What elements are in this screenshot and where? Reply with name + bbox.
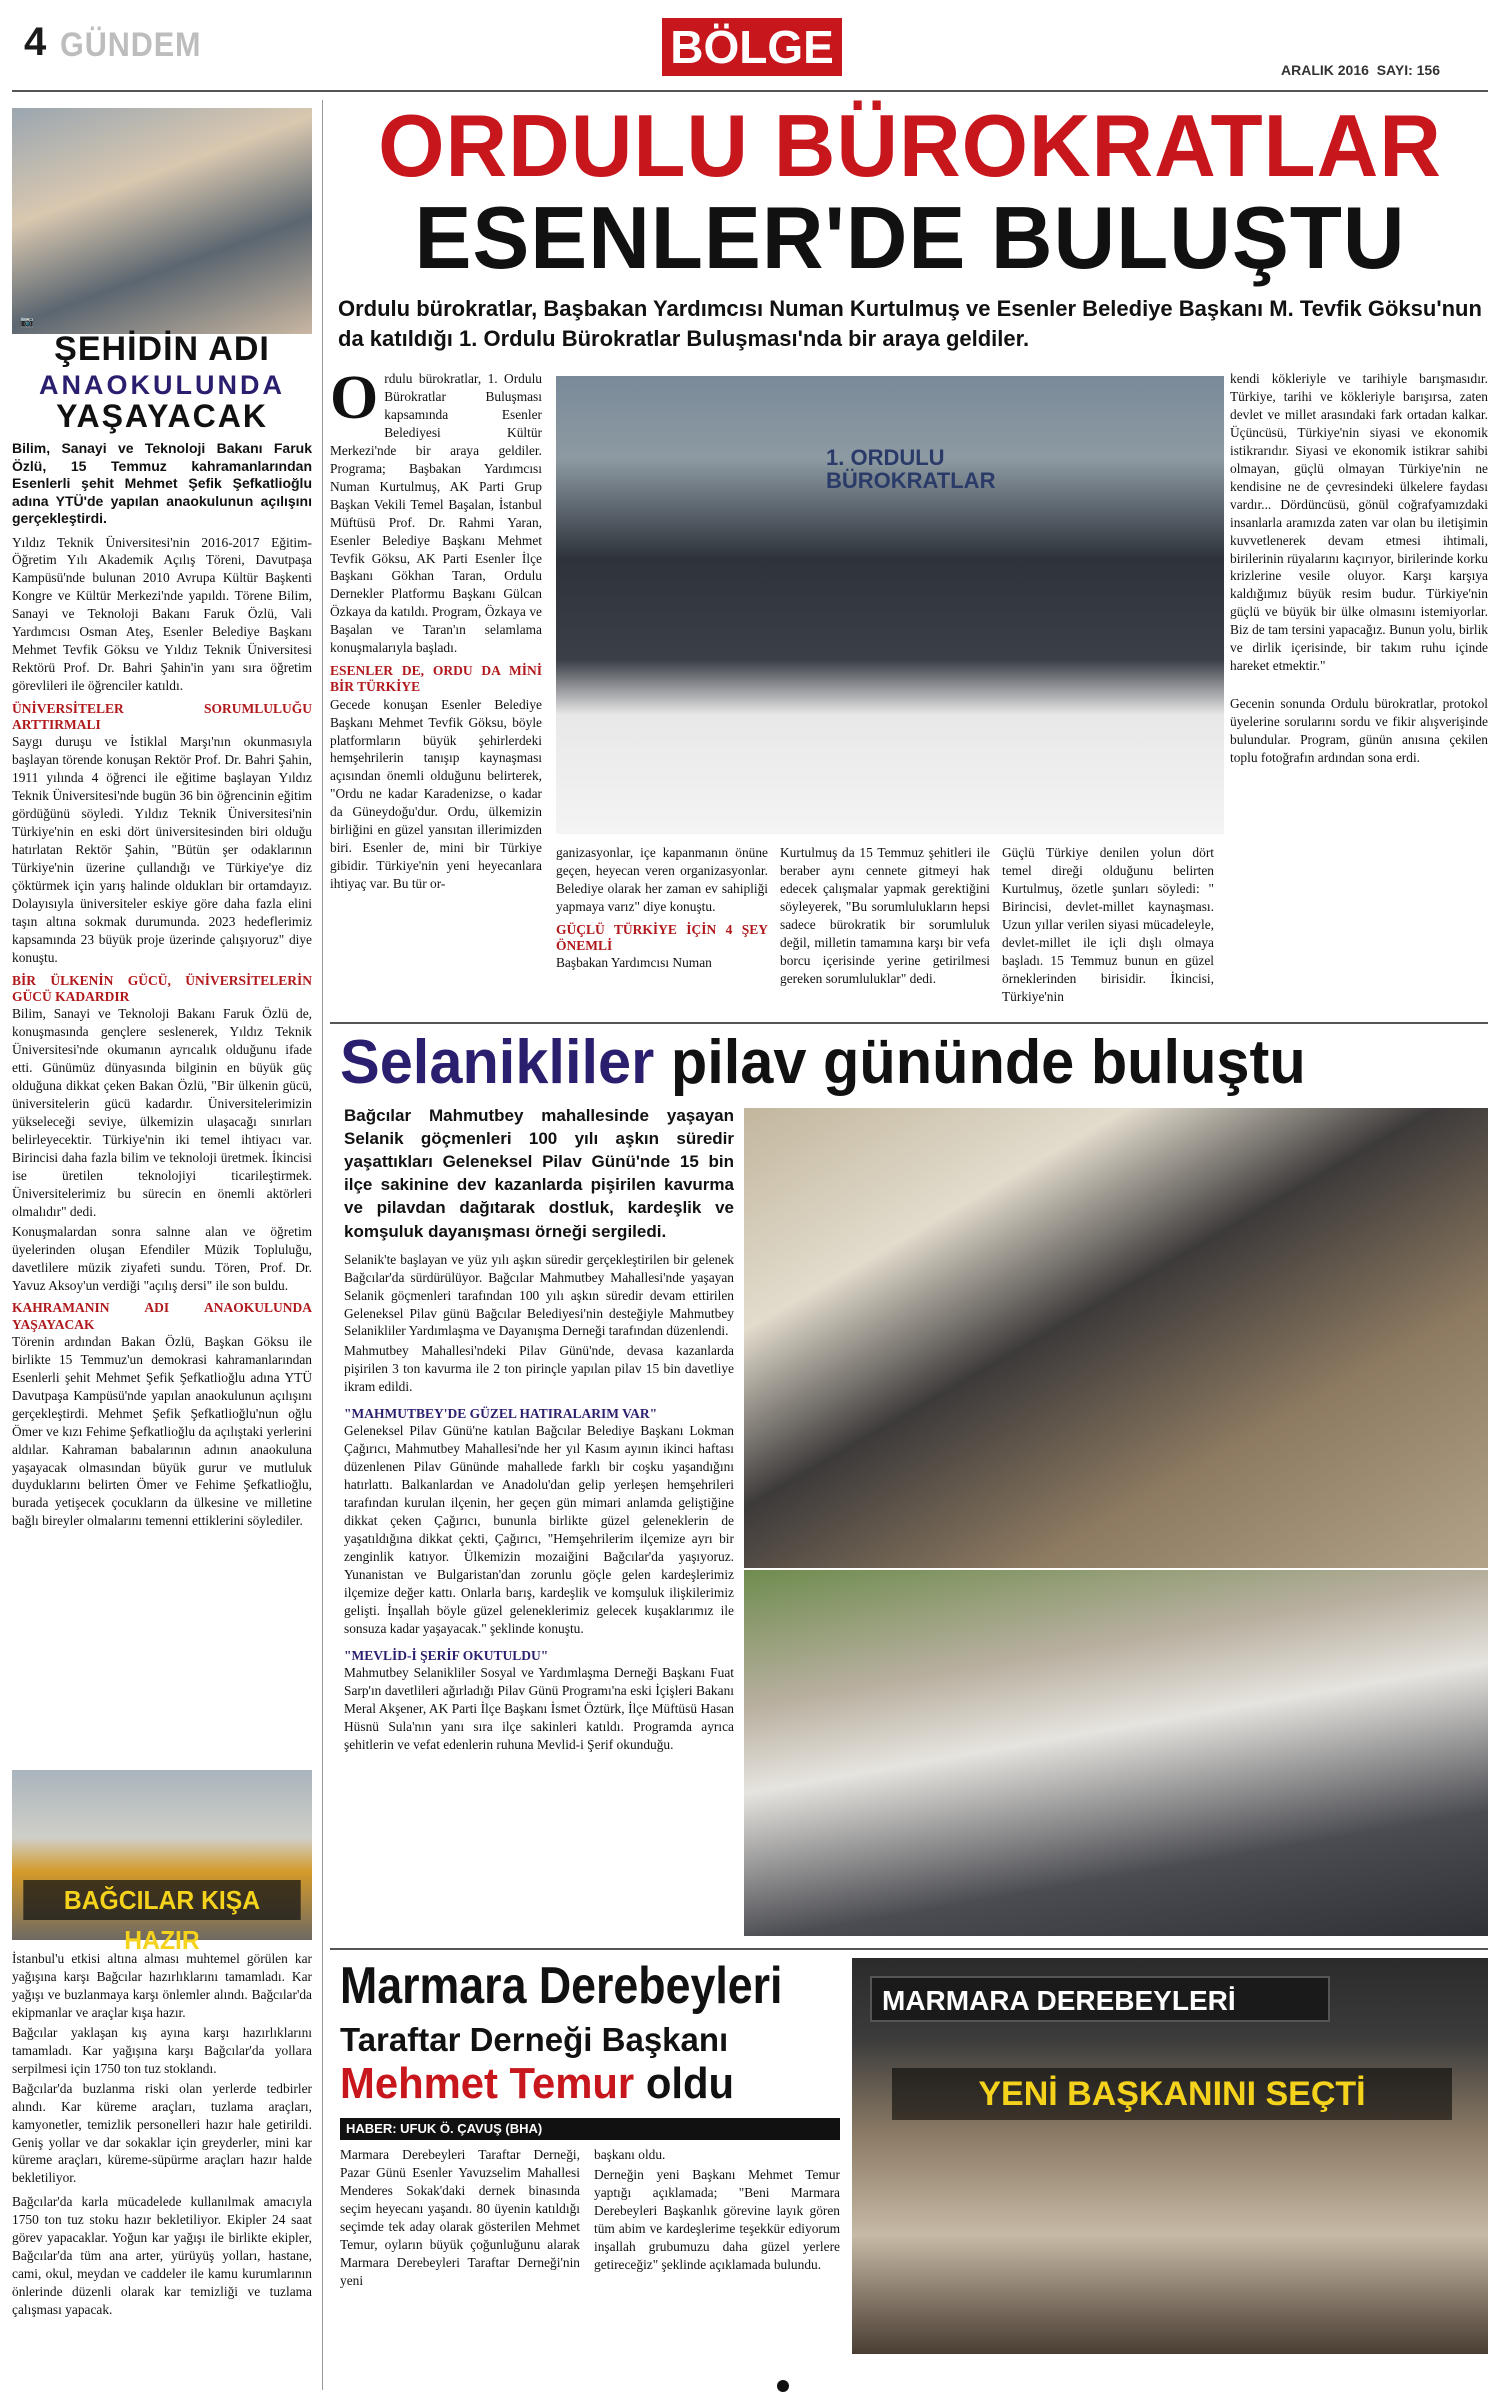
marmara-paragraph: Derneğin yeni Başkanı Mehmet Temur yaptığı açıklamada; "Beni Marmara Derebeyleri Başkanlık görevine layık gören tüm abim ve kardeşlerime teşekkür ediyorum inşallah grubumuzu daha güzel yerlere getireceğiz" şeklinde açıklamada bulundu.	[594, 2166, 840, 2272]
bagcilar-paragraph: Bağcılar'da buzlanma riski olan yerlerde tedbirler alındı. Kar küreme araçları, tuzlama araçları, kamyonetler, temizlik personelleri hazır hale getirildi. Geniş yollar ve dar sokaklar için greyderler, mini kar küreme araçları, küreme-süpürme araçları hazır halde bekletiliyor.	[12, 2080, 312, 2186]
association-caption: YENİ BAŞKANINI SEÇTİ	[892, 2068, 1452, 2120]
page-dot	[777, 2380, 789, 2392]
left-title-3: YAŞAYACAK	[56, 398, 268, 434]
left-lead: Bilim, Sanayi ve Teknoloji Bakanı Faruk Özlü, 15 Temmuz kahramanlarından Esenlerli şehit Mehmet Şefik Şefkatlioğlu adına YTÜ'de yapılan anaokulunun açılışını gerçekleştirdi.	[12, 440, 312, 526]
main-deck: Ordulu bürokratlar, Başbakan Yardımcısı Numan Kurtulmuş ve Esenler Belediye Başkanı M. Tevfik Göksu'nun da katıldığı 1. Ordulu Bürokratlar Buluşması'nda bir araya geldiler.	[338, 296, 1482, 351]
bagcilar-article	[12, 1950, 312, 2321]
marmara-headline-2: Taraftar Derneği Başkanı	[340, 2021, 729, 2058]
section-rule	[330, 1022, 1488, 1024]
selanik-lead: Bağcılar Mahmutbey mahallesinde yaşayan Selanik göçmenleri 100 yılı aşkın süredir yaşattıkları Geleneksel Pilav Günü'nde 15 bin ilçe sakinine dev kazanlarda pişirilen kavurma ve pilavdan dağıtarak dostluk, kardeşlik ve komşuluk dayanışması örneği sergiledi.	[344, 1106, 734, 1241]
camera-icon: 📷	[20, 316, 34, 328]
section-label: GÜNDEM	[60, 26, 202, 64]
main-subhead: ESENLER DE, ORDU DA MİNİ BİR TÜRKİYE	[330, 663, 542, 695]
section-rule	[330, 1948, 1488, 1950]
column-divider	[322, 100, 323, 2390]
main-paragraph: Gecede konuşan Esenler Belediye Başkanı Mehmet Tevfik Göksu, böyle platformların büyük şehirlerdeki hemşehrilerin tanışıp kaynaşması açısından önemli olduğunu belirterek, "Ordu ne kadar Karadenizse, o kadar da Güneydoğu'dur. Ordu, ülkemizin birliğini en güzel yansıtan illerimizden biri. Esenler de, mini bir Türkiye gibidir. Türkiye'nin yeni heyecanlara ihtiyaç var. Bu tür or-	[330, 696, 542, 892]
main-col-1	[330, 364, 542, 895]
pilav-serving-photo	[744, 1108, 1488, 1568]
selanik-paragraph: Geleneksel Pilav Günü'ne katılan Bağcılar Belediye Başkanı Lokman Çağırıcı, Mahmutbey Mahallesi'nde her yıl Kasım ayının ikinci haftası düzenlenen Pilav Gününde mahallede farklı bir coşku yaşandığını hatırlattı. Balkanlardan ve Anadolu'dan gelip yerleşen hemşehrileri tarafından kurulan ilçenin, her geçen gün mimari anlamda geliştiğine dikkat çeken Çağırıcı, bununla birlikte güzel geleneklerin de yaşatıldığına dikkat çekti, Çağırıcı, "Hemşehrilerim ilçemize ayrı bir zenginlik katıyor. Ülkemizin mozaiğini Bağcılar'da yaşıyoruz. Yunanistan ve Bulgaristan'dan zorunlu göçle gelen kardeşlerimiz ilçemize değer kattı. Onlarla barış, kardeşlik ve komşuluk ilişkilerimiz gelişti. İnşallah böyle güzel geleneklerimiz gelecek kuşaklarımız ile sonsuza kadar yaşayacak." şeklinde konuştu.	[344, 1423, 734, 1636]
left-subhead: BİR ÜLKENİN GÜCÜ, ÜNİVERSİTELERİN GÜCÜ KADARDIR	[12, 972, 312, 1005]
association-group-photo	[852, 1958, 1488, 2354]
left-paragraph: Saygı duruşu ve İstiklal Marşı'nın okunmasıyla başlayan törende konuşan Rektör Prof. Dr. Bahri Şahin, 1911 yılında 4 öğrenci ile eğitime başlayan Yıldız Teknik Üniversitesi'nde bugün 36 bin öğrencinin eğitim gördüğünü söyledi. Yıldız Teknik Üniversitesi'nin Türkiye'nin en eski dört üniversitesinden biri olduğu hatırlatan Rektör Şahin, "Bütün şer odaklarının Türkiye'nin üzerine çullandığı ve Türkiye'ye diz çöktürmek için yarış halinde oldukları bir ortamdayız. Dolayısıyla üniversiteler eskiye göre daha fazla elini taşın altına sokmak durumunda. 2023 hedeflerimiz kapsamında 23 büyük proje üzerinde çalışıyoruz" diye konuştu.	[12, 734, 312, 965]
selanik-headline-rest: pilav gününde buluştu	[654, 1028, 1306, 1097]
marmara-headline-1: Marmara Derebeyleri	[340, 1957, 783, 2015]
group-photo	[556, 376, 1224, 834]
main-paragraph: ganizasyonlar, içe kapanmanın önüne geçen, heyecan veren organizasyonlar. Belediye olarak her zaman ev sahipliği yapmaya varız" diye konuştu.	[556, 845, 768, 914]
left-title-1: ŞEHİDİN ADI	[54, 330, 270, 368]
left-title-2: ANAOKULUNDA	[39, 370, 285, 400]
main-col-5	[1230, 370, 1488, 769]
main-headline-1: ORDULU BÜROKRATLAR	[378, 96, 1442, 195]
main-headline-2: ESENLER'DE BULUŞTU	[414, 188, 1406, 287]
main-subhead: GÜÇLÜ TÜRKİYE İÇİN 4 ŞEY ÖNEMLİ	[556, 921, 768, 953]
region-badge: BÖLGE	[662, 18, 842, 76]
marmara-paragraph: Marmara Derebeyleri Taraftar Derneği, Pazar Günü Esenler Yavuzselim Mahallesi Menderes Sokak'daki dernek binasında seçim heyecanı yaşandı. 80 üyenin katıldığı seçimde tek aday olarak gösterilen Mehmet Temur, oyların büyük çoğunluğunu alarak Marmara Derebeyleri Taraftar Derneği'nin yeni	[340, 2147, 580, 2288]
selanik-headline-bold: Selanikliler	[340, 1028, 655, 1097]
selanik-subhead: "MAHMUTBEY'DE GÜZEL HATIRALARIM VAR"	[344, 1406, 658, 1422]
bagcilar-paragraph: İstanbul'u etkisi altına alması muhtemel görülen kar yağışına karşı Bağcılar hazırlıklarını tamamladı. Kar yağışı ve buzlanmaya karşı önlemler alındı. Bağcılar'da ekipmanlar ve araçlar kışa hazır.	[12, 1951, 312, 2020]
main-paragraph: Gecenin sonunda Ordulu bürokratlar, protokol üyelerine sorularını sordu ve fikir alışverişinde bulundular. Program, günün anısına çekilen toplu fotoğrafın ardından sona erdi.	[1230, 696, 1488, 766]
marmara-byline: HABER: UFUK Ö. ÇAVUŞ (BHA)	[340, 2118, 840, 2140]
main-paragraph: Başbakan Yardımcısı Numan	[556, 955, 712, 971]
main-paragraph: kendi kökleriyle ve tarihiyle barışmasıdır. Türkiye, tarihi ve kökleriyle barışırsa, zaten devlet ve millet arasındaki fark ortadan kalkar. Üçüncüsü, Türkiye'nin siyasi ve ekonomik istikrarıdır. Siyasi ve ekonomik istikrar sahibi olmayan, güçlü olmayan Türkiye'nin ne kendisine ne de çevresindeki ülkelere faydası vardır... Dördüncüsü, gönül coğrafyamızdaki insanlarla aramızda zaten var olan bu iletişimin kuvvetlenerek devam etmesi ihtimali, birilerinin rüyalarını kaçırıyor, birilerinde korku krizlerine vesile oluyor. Karşı karşıya kaldığımız büyük resim budur. Türkiye'nin güçlü ve büyük bir ülke olmasını istemiyorlar. Biz de tam tersini yapacağız. Bunun yolu, birlik ve dirlik içerisinde, bir takım ruhu içinde hareket etmektir."	[1230, 371, 1488, 674]
main-col-3	[780, 844, 990, 990]
main-paragraph: Kurtulmuş da 15 Temmuz şehitleri ile beraber aynı cennete gitmeyi hak edecek çalışmalar yapmak gerektiğini söyleyerek, "Bu sorumlulukların hepsi sadece bürokratik bir sorumluluk değil, milletin tamamına karşı bir vefa borcu içerisinde yerine getirilmesi gereken sorumluluklar" dedi.	[780, 845, 990, 986]
selanik-headline	[340, 1026, 1444, 1100]
main-paragraph: Güçlü Türkiye denilen yolun dört temel direği olduğunu belirten Kurtulmuş, özetle şunları söyledi: " Birincisi, devlet-millet kaynaşması. Uzun yıllar verilen siyasi mücadeleyle, devlet-millet ile içli dışlı olmaya başladı. 15 Temmuz bunun en güzel örneklerinden birisidir. İkincisi, Türkiye'nin	[1002, 845, 1214, 1004]
header-rule	[12, 90, 1488, 92]
selanik-article	[344, 1104, 734, 1756]
main-paragraph: rdulu bürokratlar, 1. Ordulu Bürokratlar Buluşması kapsamında Esenler Belediyesi Kültür Merkezi'nde bir araya geldiler. Programa; Başbakan Yardımcısı Numan Kurtulmuş, AK Parti Grup Başkan Vekili Temel Başalan, İstanbul Müftüsü Prof. Dr. Rahmi Yaran, Esenler Belediye Başkanı Mehmet Tevfik Göksu, AK Parti Esenler İlçe Başkanı Gökhan Taran, Ordulu Dernekler Platformu Başkanı Gülcan Özkaya da katıldı. Program, Özkaya ve Başalan ve Taran'ın selamlama konuşmalarıyla başladı.	[330, 371, 542, 656]
bagcilar-paragraph: Bağcılar'da karla mücadelede kullanılmak amacıyla 1750 ton tuz stoku hazır bekletiliyor. Ekipler 24 saat görev yapacaklar. Yoğun kar yağışı ile birlikte ekipler, Bağcılar'da tüm ana arter, yürüyüş yolları, hastane, cami, okul, meydan ve caddeler ile kamu kurumlarının önlerinde düzenli olarak kar temizliği ve tuzlama çalışması yapacak.	[12, 2194, 312, 2318]
association-sign: MARMARA DEREBEYLERİ	[870, 1976, 1330, 2022]
left-article	[12, 440, 312, 1532]
marmara-col-1	[340, 2146, 580, 2292]
selanik-body	[344, 1251, 734, 1754]
issue-info: ARALIK 2016 SAYI: 156	[1281, 62, 1440, 78]
left-body	[12, 534, 312, 1531]
left-subhead: KAHRAMANIN ADI ANAOKULUNDA YAŞAYACAK	[12, 1300, 312, 1332]
left-subhead: ÜNİVERSİTELER SORUMLULUĞU ARTTIRMALI	[12, 701, 312, 733]
left-paragraph: Bilim, Sanayi ve Teknoloji Bakanı Faruk Özlü de, konuşmasında gençlere seslenerek, Yıldız Teknik Üniversitesi'nde okumanın ayrıcalık olduğunu ifade etti. Günümüz dünyasında bilginin en büyük güç olduğuna dikkat çeken Bakan Özlü, "Bir ülkenin gücü, üniversitelerin gücü kadardır. Üniversitelerimizin yükseleceği seviye, ülkemizin ulaşacağı sınırları belirleyecektir. Türkiye'nin iki temel ihtiyacı var. Birincisi daha fazla bilim ve teknoloji üretmek. İkincisi ise üretilen teknolojiyi ticarileştirmek. Üniversitelerimiz bu sürecin en önemli aktörleri olmalıdır" dedi.	[12, 1006, 312, 1219]
left-paragraph: Konuşmalardan sonra salnne alan ve öğretim üyelerinden oluşan Efendiler Müzik Topluluğu, davetlilere müzik ziyafeti sundu. Tören, Prof. Dr. Yavuz Aksoy'un verdiği "açılış dersi" ile son buldu.	[12, 1223, 312, 1293]
selanik-paragraph: Selanik'te başlayan ve yüz yılı aşkın süredir gerçekleştirilen bir gelenek Bağcılar'da sürdürülüyor. Bağcılar Mahmutbey Mahallesi'nde yaşayan Selanik göçmenleri tarafından 100 yılı aşkın süredir devam ettirilen Geleneksel Pilav günü Bağcılar Belediyesi'nin desteğiyle Mahmutbey Selanikliler Yardımlaşma ve Dayanışma Derneği tarafından düzenlendi.	[344, 1251, 734, 1339]
marmara-headline-rest: oldu	[634, 2059, 735, 2108]
left-paragraph: Yıldız Teknik Üniversitesi'nin 2016-2017 Eğitim-Öğretim Yılı Akademik Açılış Töreni, Davutpaşa Kampüsü'nde bulunan 2010 Avrupa Kültür Başkenti Kongre ve Kültür Merkezi'nde yapıldı. Törene Bilim, Sanayi ve Teknoloji Bakanı Faruk Özlü, Vali Yardımcısı Osman Ateş, Esenler Belediye Başkanı Mehmet Tevfik Göksu ve Yıldız Teknik Üniversitesi Rektörü Prof. Dr. Bahri Şahin'in yanı sıra öğretim görevlileri ile öğrenciler katıldı.	[12, 534, 312, 694]
marmara-headline-red: Mehmet Temur	[340, 2059, 635, 2108]
bagcilar-paragraph: Bağcılar yaklaşan kış ayına karşı hazırlıklarını tamamladı. Kar yağışına karşı Bağcılar'da yollara serpilmesi için 1750 ton tuz stoklandı.	[12, 2024, 312, 2076]
ceremony-photo	[12, 108, 312, 334]
bagcilar-banner: BAĞCILAR KIŞA HAZIR	[23, 1880, 300, 1920]
event-banner-text: 1. ORDULU BÜROKRATLAR	[826, 445, 996, 494]
marmara-headline-3	[340, 2058, 815, 2110]
selanik-paragraph: Mahmutbey Selanikliler Sosyal ve Yardımlaşma Derneği Başkanı Fuat Sarp'ın davetlileri ağırladığı Pilav Günü Programı'na eski İçişleri Bakanı Meral Akşener, AK Parti İlçe Başkanı İsmet Öztürk, İlçe Müftüsü Hasan Hüsnü Sula'nın yanı sıra ilçe sakinleri katıldı. Programda ayrıca şehitlerin ve vefat edenlerin ruhuna Mevlid-i Şerif okunduğu.	[344, 1665, 734, 1752]
dropcap: O	[330, 364, 379, 432]
left-paragraph: Törenin ardından Bakan Özlü, Başkan Göksu ile birlikte 15 Temmuz'un demokrasi kahramanlarından Esenlerli şehit Mehmet Şefik Şefkatlioğlu adına YTÜ Davutpaşa Kampüsü'nde yapılan anaokulunun açılışını gerçekleştirdi. Mehmet Şefik Şefkatlioğlu'nun oğlu Ömer ve kızı Fehime Şefkatlioğlu da açılıştaki yerlerini aldılar. Kahraman babalarının adının anaokuluna yaşayacak olmasından büyük gurur ve mutluluk duyduklarını belirten Ömer ve Fehime Şefkatlioğlu, burada yetişecek çocukların da ülkesine ve milletine bağlı bireyler olmalarını temenni ettiklerini söylediler.	[12, 1333, 312, 1529]
main-col-4	[1002, 844, 1214, 1008]
main-col-2	[556, 844, 768, 974]
marmara-paragraph: başkanı oldu.	[594, 2147, 666, 2162]
page-number: 4	[24, 20, 47, 64]
selanik-paragraph: Mahmutbey Mahallesi'ndeki Pilav Günü'nde, devasa kazanlarda pişirilen 3 ton kavurma ile 2 ton pirinçle yapılan pilav 15 bin davetliye ikram edildi.	[344, 1343, 734, 1395]
crowd-dining-photo	[744, 1570, 1488, 1936]
selanik-subhead: "MEVLİD-İ ŞERİF OKUTULDU"	[344, 1647, 549, 1663]
marmara-col-2	[594, 2146, 840, 2276]
